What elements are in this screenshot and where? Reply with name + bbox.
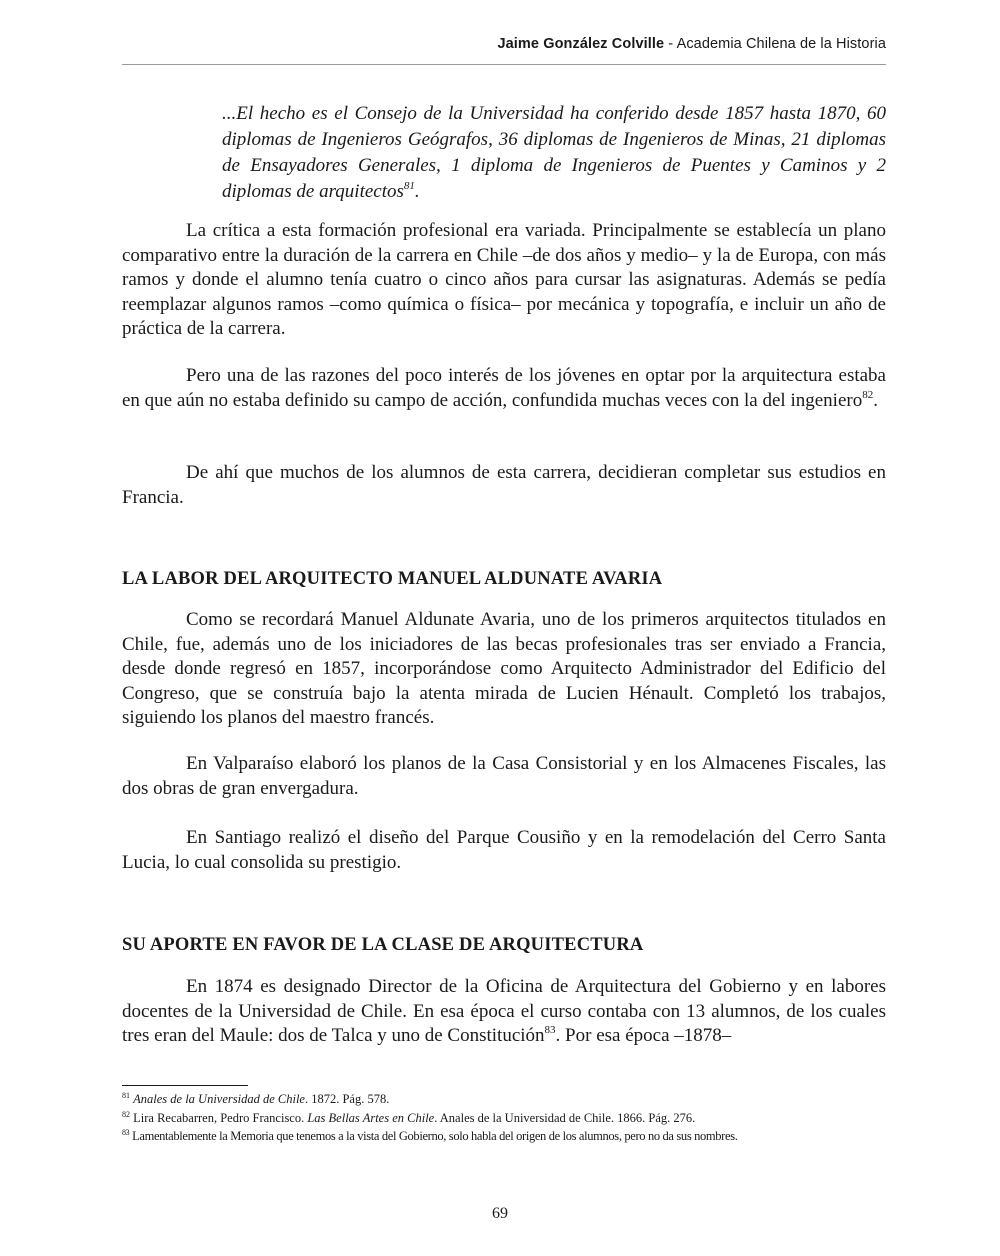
- running-head-author: Jaime González Colville: [497, 36, 665, 52]
- paragraph-santiago: En Santiago realizó el diseño del Parque Cousiño y en la remodelación del Cerro Santa Lucia, lo cual consolida su prestigio.: [122, 827, 886, 873]
- footnote-title: Las Bellas Artes en Chile: [307, 1111, 435, 1125]
- footnote-rule: [122, 1085, 248, 1086]
- footnote-rest: . 1872. Pág. 578.: [304, 1092, 390, 1106]
- footnote-number: 83: [122, 1128, 130, 1137]
- paragraph-director: [122, 975, 886, 1049]
- footnote-ref-81[interactable]: 81: [403, 180, 415, 192]
- paragraph-criticism: La crítica a esta formación profesional era variada. Principalmente se establecía un plano comparativo entre la duración de la carrera en Chile –de dos años y medio– y la de Europa, con más ramos y donde el alumno tenía cuatro o cinco años para cursar las asignaturas. Además se pedía reemplazar algunos ramos –como química o física– por mecánica y topografía, e incluir un año de práctica de la carrera.: [122, 220, 886, 340]
- footnote-title: Anales de la Universidad de Chile: [133, 1092, 305, 1106]
- paragraph-france: De ahí que muchos de los alumnos de esta carrera, decidieran completar sus estudios en Francia.: [122, 462, 886, 508]
- paragraph-text: En 1874 es designado Director de la Oficina de Arquitectura del Gobierno y en labores docentes de la Universidad de Chile. En esa época el curso contaba con 13 alumnos, de los cuales tres eran del Maule: dos de Talca y uno de Constitución: [122, 976, 886, 1047]
- paragraph-text: Pero una de las razones del poco interés de los jóvenes en optar por la arquitectura estaba en que aún no estaba definido su campo de acción, confundida muchas veces con la del ingeniero: [122, 365, 886, 411]
- section-heading-aporte: SU APORTE EN FAVOR DE LA CLASE DE ARQUITECTURA: [122, 935, 644, 955]
- section-heading-aldunate: LA LABOR DEL ARQUITECTO MANUEL ALDUNATE AVARIA: [122, 569, 663, 589]
- paragraph-lack-of-interest: [122, 364, 886, 413]
- paragraph-end: .: [873, 389, 878, 411]
- quote-text: ...El hecho es el Consejo de la Universidad ha conferido desde 1857 hasta 1870, 60 diplomas de Ingenieros Geógrafos, 36 diplomas de Ingenieros de Minas, 21 diplomas de Ensayadores Generales, 1 diploma de Ingenieros de Puentes y Caminos y 2 diplomas de arquitectos: [222, 103, 886, 202]
- running-head-institution: Academia Chilena de la Historia: [676, 36, 886, 52]
- paragraph-aldunate: Como se recordará Manuel Aldunate Avaria, uno de los primeros arquitectos titulados en Chile, fue, además uno de los iniciadores de las becas profesionales tras ser enviado a Francia, desde donde regresó en 1857, incorporándose como Arquitecto Administrador del Edificio del Congreso, que se construía bajo la atenta mirada de Lucien Hénault. Completó los trabajos, siguiendo los planos del maestro francés.: [122, 609, 886, 729]
- paragraph-valparaiso: En Valparaíso elaboró los planos de la Casa Consistorial y en los Almacenes Fiscales, las dos obras de gran envergadura.: [122, 753, 886, 799]
- quote-end: .: [414, 181, 420, 202]
- block-quote: [222, 101, 886, 205]
- footnote-82: [122, 1110, 886, 1126]
- running-head: [122, 36, 886, 52]
- footnote-ref-82[interactable]: 82: [862, 388, 874, 401]
- footnote-number: 82: [122, 1110, 130, 1119]
- header-rule: [122, 64, 886, 65]
- footnote-text: Lamentablemente la Memoria que tenemos a la vista del Gobierno, solo habla del origen de los alumnos, pero no da sus nombres.: [132, 1129, 738, 1143]
- running-head-separator: -: [664, 36, 677, 52]
- footnote-rest: . Anales de la Universidad de Chile. 1866. Pág. 276.: [434, 1111, 696, 1125]
- footnote-ref-83[interactable]: 83: [544, 1024, 556, 1037]
- footnote-81: [122, 1091, 886, 1107]
- footnote-83: [122, 1128, 886, 1144]
- footnote-author: Lira Recabarren, Pedro Francisco.: [133, 1111, 308, 1125]
- paragraph-end: . Por esa época –1878–: [555, 1025, 732, 1047]
- footnote-number: 81: [122, 1091, 130, 1100]
- page-number: 69: [492, 1205, 508, 1222]
